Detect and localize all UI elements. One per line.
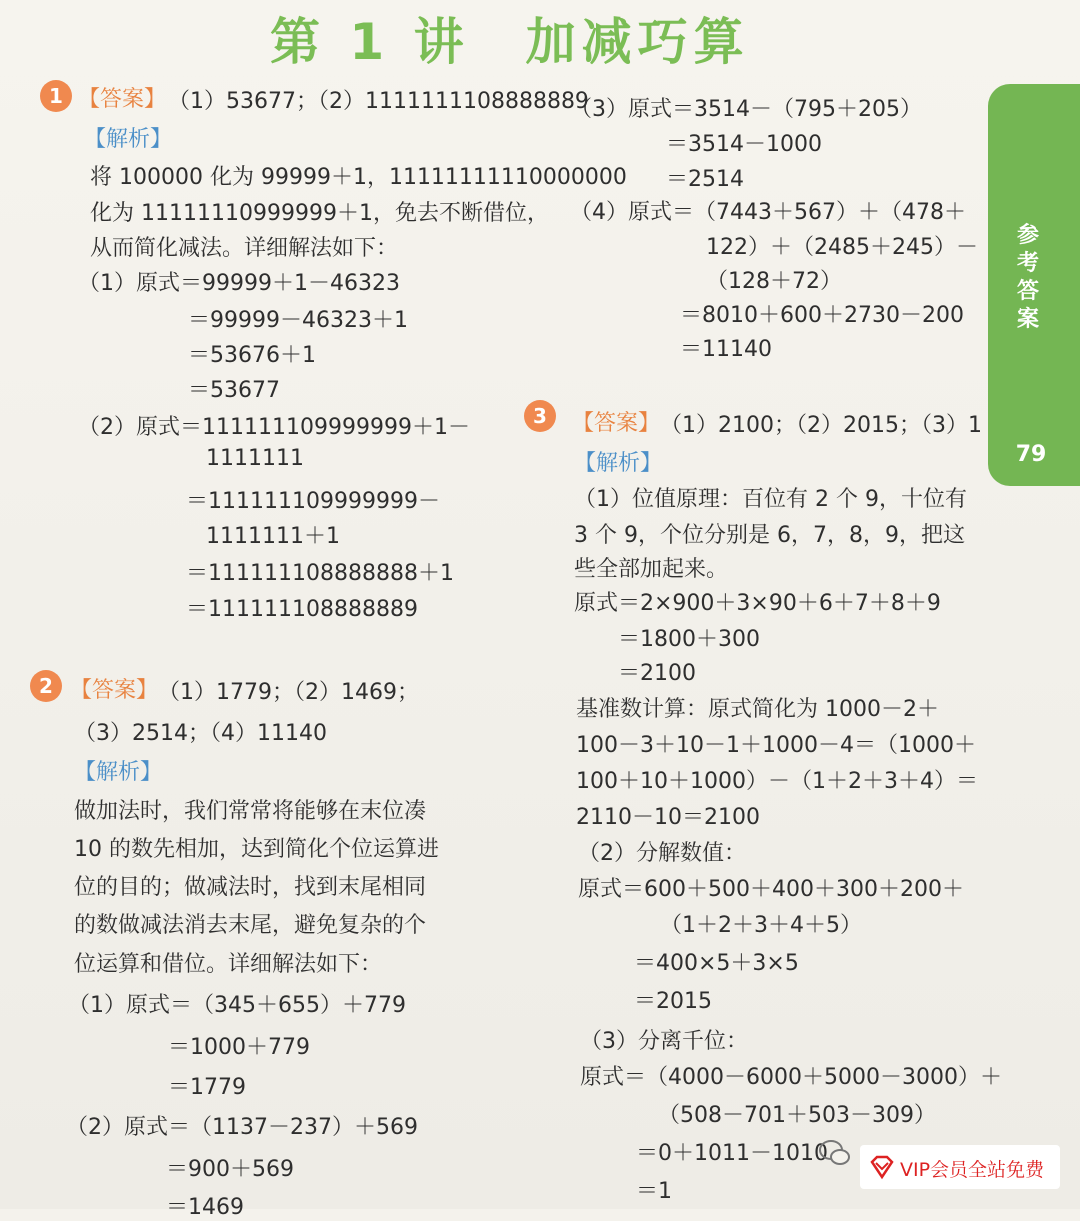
analysis-line: 2110－10＝2100: [576, 805, 760, 830]
analysis-line: 些全部加起来。: [574, 557, 729, 582]
analysis-line: 从而简化减法。详细解法如下：: [90, 236, 399, 261]
step-line: ＝2100: [618, 661, 696, 686]
step-line: ＝1800＋300: [618, 627, 760, 652]
analysis-line: （2）分解数值：: [578, 841, 746, 866]
analysis-line: （1）位值原理：百位有 2 个 9，十位有: [574, 487, 967, 512]
question-3: [520, 390, 1002, 1209]
analysis-line: 的数做减法消去末尾，避免复杂的个: [74, 913, 427, 938]
analysis-line: 将 100000 化为 99999＋1，11111111110000000: [90, 165, 627, 190]
analysis-line: 位的目的；做减法时，找到末尾相同: [74, 875, 427, 900]
answer-text: （1）53677；（2）1111111108888889: [168, 89, 589, 114]
watermark-text: VIP会员全站免费: [900, 1159, 1045, 1181]
side-tab-label: 参考答案: [1016, 223, 1039, 332]
step-line: 122）＋（2485＋245）－: [706, 235, 978, 260]
step-line: ＝400×5＋3×5: [634, 951, 799, 976]
analysis-tag: 【解析】: [84, 127, 173, 152]
step-line: ＝2015: [634, 989, 712, 1014]
analysis-tag: 【解析】: [574, 451, 663, 476]
step-line: ＝0＋1011－1010: [636, 1141, 828, 1166]
answer-text: （3）2514；（4）11140: [74, 721, 327, 746]
step-line: （1＋2＋3＋4＋5）: [660, 913, 862, 938]
step-line: ＝53677: [188, 378, 280, 403]
step-line: 1111111: [206, 446, 304, 471]
step-line: ＝111111109999999－: [186, 489, 440, 514]
analysis-line: 基准数计算：原式简化为 1000－2＋: [576, 697, 939, 722]
step-line: （3）原式＝3514－（795＋205）: [570, 97, 922, 122]
analysis-line: 3 个 9，个位分别是 6，7，8，9，把这: [574, 523, 965, 548]
answer-tag: 【答案】: [78, 87, 167, 112]
step-line: （1）原式＝（345＋655）＋779: [68, 993, 406, 1018]
wechat-icon: [818, 1138, 852, 1168]
step-line: ＝1779: [168, 1075, 246, 1100]
analysis-line: 位运算和借位。详细解法如下：: [74, 952, 383, 977]
analysis-line: 做加法时，我们常常将能够在末位凑: [74, 799, 427, 824]
step-line: （1）原式＝99999＋1－46323: [78, 271, 400, 296]
step-line: （128＋72）: [706, 269, 842, 294]
step-line: ＝11140: [680, 337, 772, 362]
question-3-badge: 3: [524, 400, 556, 432]
step-line: ＝111111108888888＋1: [186, 561, 454, 586]
step-line: （2）原式＝（1137－237）＋569: [66, 1115, 418, 1140]
step-line: 原式＝2×900＋3×90＋6＋7＋8＋9: [574, 591, 941, 616]
answer-text: （1）1779；（2）1469；: [158, 680, 419, 705]
step-line: ＝2514: [666, 167, 744, 192]
question-1: [0, 0, 627, 640]
question-1-badge: 1: [40, 80, 72, 112]
watermark: [860, 1145, 1060, 1189]
step-line: ＝1469: [166, 1195, 244, 1220]
step-line: 1111111＋1: [206, 524, 340, 549]
analysis-tag: 【解析】: [74, 760, 163, 785]
diamond-icon: [868, 1153, 896, 1181]
answer-text: （1）2100；（2）2015；（3）1: [660, 413, 982, 438]
step-line: ＝8010＋600＋2730－200: [680, 303, 964, 328]
question-2: [0, 640, 520, 1220]
step-line: （2）原式＝111111109999999＋1－: [78, 415, 470, 440]
analysis-line: 化为 11111110999999＋1，免去不断借位，: [90, 201, 549, 226]
step-line: （508－701＋503－309）: [658, 1103, 936, 1128]
answer-tag: 【答案】: [70, 678, 159, 703]
step-line: ＝1000＋779: [168, 1035, 310, 1060]
question-2-continued: [520, 80, 980, 380]
step-line: ＝3514－1000: [666, 132, 822, 157]
analysis-line: 100＋10＋1000）－（1＋2＋3＋4）＝: [576, 769, 978, 794]
analysis-line: 10 的数先相加，达到简化个位运算进: [74, 837, 439, 862]
step-line: ＝900＋569: [166, 1157, 294, 1182]
step-line: （4）原式＝（7443＋567）＋（478＋: [570, 200, 966, 225]
step-line: ＝99999－46323＋1: [188, 308, 408, 333]
step-line: ＝53676＋1: [188, 343, 316, 368]
page-title: 第 1 讲 加减巧算: [270, 13, 750, 71]
analysis-line: 100－3＋10－1＋1000－4＝（1000＋: [576, 733, 976, 758]
step-line: 原式＝（4000－6000＋5000－3000）＋: [580, 1065, 1002, 1090]
answer-tag: 【答案】: [572, 411, 661, 436]
question-2-badge: 2: [30, 670, 62, 702]
page-number: 79: [1015, 442, 1047, 467]
step-line: 原式＝600＋500＋400＋300＋200＋: [578, 877, 964, 902]
step-line: ＝111111108888889: [186, 597, 418, 622]
analysis-line: （3）分离千位：: [580, 1029, 748, 1054]
step-line: ＝1: [636, 1179, 672, 1204]
